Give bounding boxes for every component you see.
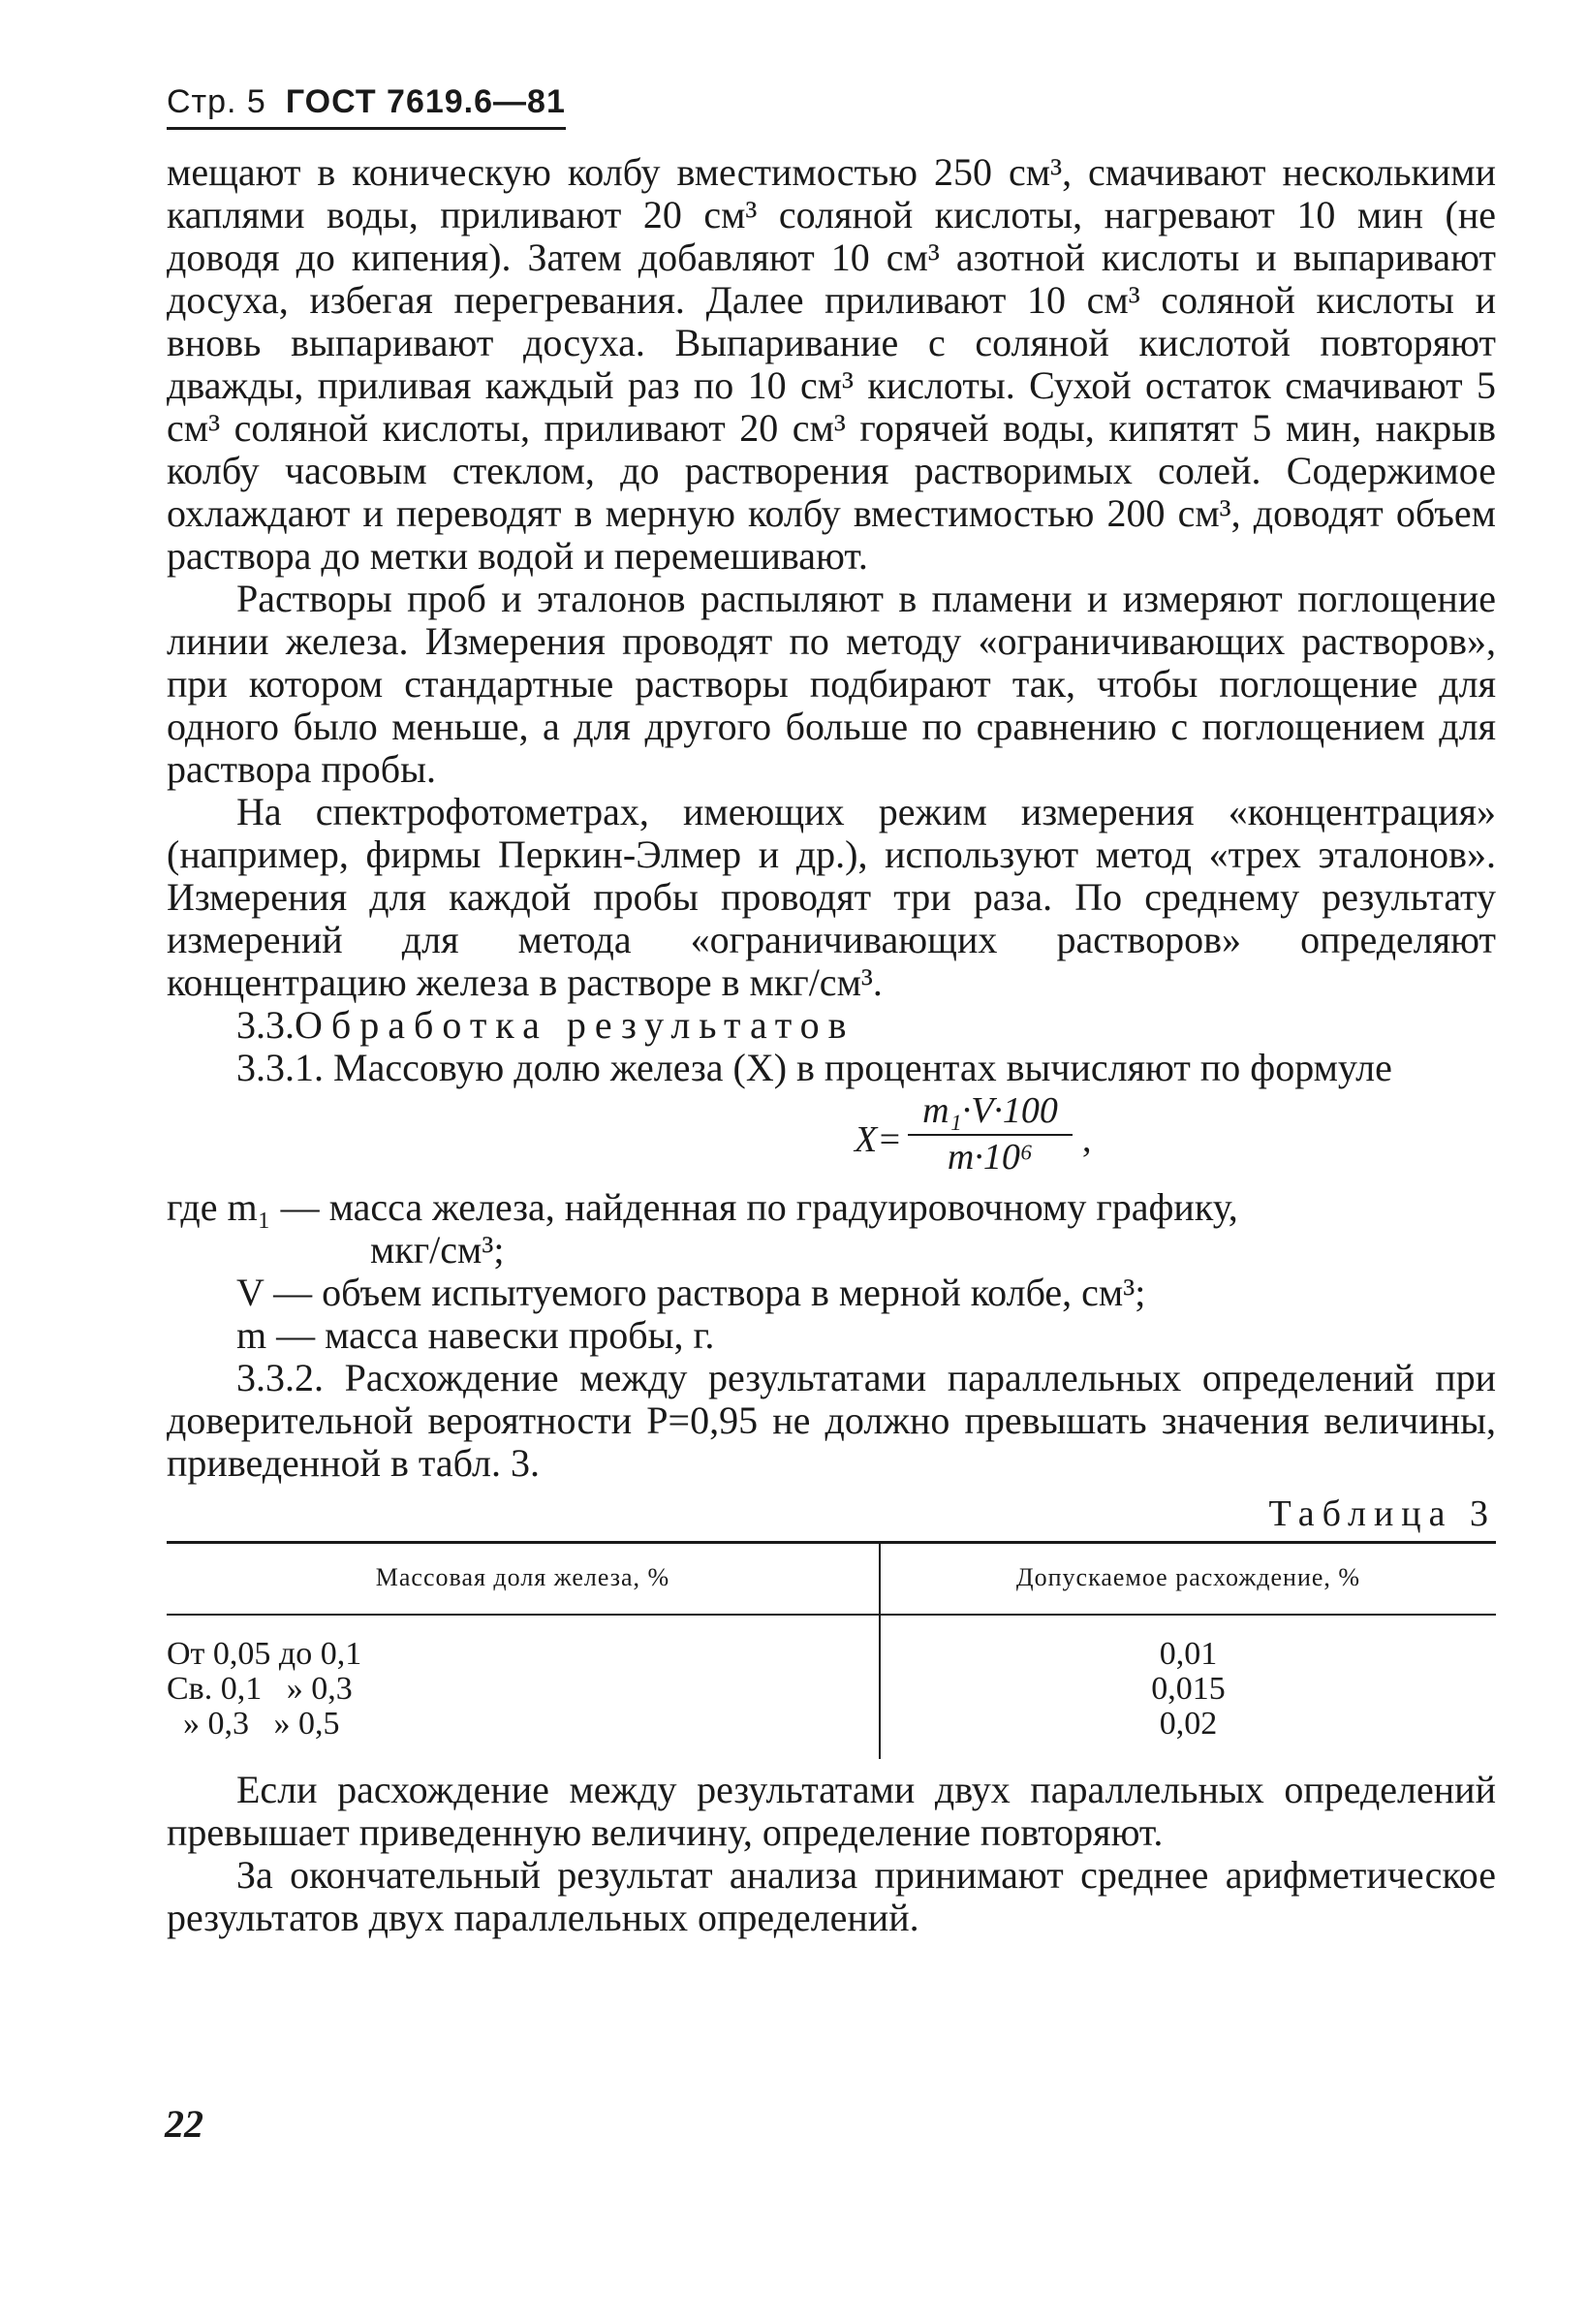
paragraph-2: Растворы проб и эталонов распыляют в пламени и измеряют поглощение линии железа. Измерения проводят по методу «ограничивающих растворов», при котором стандартные растворы подбирают так, чтобы поглощение для одного было меньше, а для другого больше по сравнению с поглощением для раствора пробы. (167, 577, 1496, 791)
running-header (167, 83, 566, 130)
table-cell-value: 0,015 (880, 1672, 1496, 1707)
header-page-label: Стр. 5 (167, 83, 266, 120)
paragraph-1: мещают в коническую колбу вместимостью 250 см³, смачивают несколькими каплями воды, приливают 20 см³ соляной кислоты, нагревают 10 мин (не доводя до кипения). Затем добавляют 10 см³ азотной кислоты и выпаривают досуха, избегая перегревания. Далее приливают 10 см³ соляной кислоты и вновь выпаривают досуха. Выпаривание с соляной кислотой повторяют дважды, приливая каждый раз по 10 см³ кислоты. Сухой остаток смачивают 5 см³ соляной кислоты, приливают 20 см³ горячей воды, кипятят 5 мин, накрыв колбу часовым стеклом, до растворения растворимых солей. Содержимое охлаждают и переводят в мерную колбу вместимостью 200 см³, доводят объем раствора до метки водой и перемешивают. (167, 150, 1496, 578)
table-cell-range: » 0,3 » 0,5 (167, 1706, 340, 1742)
def-m: m — масса навески пробы, г. (236, 1313, 715, 1357)
table-row (167, 1672, 1496, 1707)
paragraph-7: За окончательный результат анализа принимают среднее арифметическое результатов двух параллельных определений. (167, 1853, 1496, 1939)
table-cell-range: Св. 0,1 » 0,3 (167, 1671, 353, 1707)
header-standard: ГОСТ 7619.6—81 (285, 83, 566, 120)
section-title: Обработка результатов (295, 1003, 856, 1047)
table-cell-value: 0,02 (880, 1707, 1496, 1759)
def-m1: где m₁ — масса железа, найденная по градуировочному графику, (167, 1185, 1238, 1229)
def-m1-unit: мкг/см³; (370, 1228, 505, 1272)
paragraph-6: Если расхождение между результатами двух параллельных определений превышает приведенную величину, определение повторяют. (167, 1768, 1496, 1854)
table-caption: Таблица 3 (1268, 1493, 1496, 1534)
table-cell-range: От 0,05 до 0,1 (167, 1636, 362, 1672)
tolerance-table (167, 1541, 1496, 1759)
def-v: V — объем испытуемого раствора в мерной колбе, см³; (236, 1271, 1146, 1314)
formula-comma: , (1082, 1119, 1092, 1160)
table-row (167, 1707, 1496, 1759)
table-header-iron: Массовая доля железа, % (167, 1543, 880, 1616)
document-page (167, 83, 1496, 1939)
table-row (167, 1615, 1496, 1672)
paragraph-3: На спектрофотометрах, имеющих режим измерения «концентрация» (например, фирмы Перкин-Элмер и др.), используют метод «трех эталонов». Измерения для каждой пробы проводят три раза. По среднему результату измерений для метода «ограничивающих растворов» определяют концентрацию железа в растворе в мкг/см³. (167, 790, 1496, 1004)
formula-fraction (908, 1089, 1073, 1178)
definitions (167, 1186, 1496, 1357)
formula-denominator: m·10⁶ (947, 1137, 1034, 1178)
section-number: 3.3. (236, 1003, 295, 1047)
table-header-tolerance: Допускаемое расхождение, % (880, 1543, 1496, 1616)
formula (690, 1089, 1496, 1186)
page-number: 22 (165, 2102, 203, 2146)
formula-lhs: X= (855, 1119, 902, 1160)
paragraph-4: 3.3.1. Массовую долю железа (X) в процентах вычисляют по формуле (236, 1046, 1392, 1089)
section-heading (167, 1004, 1496, 1047)
table-cell-value: 0,01 (880, 1615, 1496, 1672)
formula-numerator: m₁·V·100 (908, 1089, 1073, 1136)
paragraph-5: 3.3.2. Расхождение между результатами параллельных определений при доверительной вероятности P=0,95 не должно превышать значения величины, приведенной в табл. 3. (167, 1356, 1496, 1485)
table-header-row (167, 1543, 1496, 1616)
